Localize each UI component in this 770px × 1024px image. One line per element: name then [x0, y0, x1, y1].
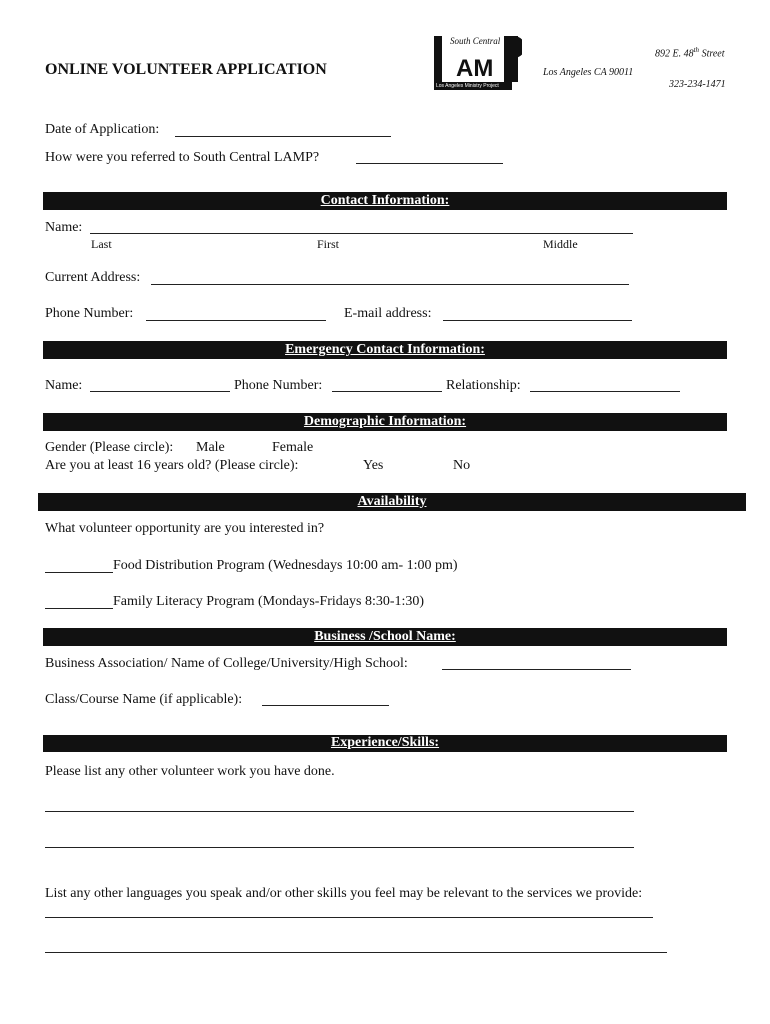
street-word: Street	[699, 48, 725, 60]
emergency-heading-bar	[43, 341, 727, 359]
course-label: Class/Course Name (if applicable):	[45, 692, 243, 707]
languages-label: List any other languages you speak and/or other skills you feel may be relevant to the services we provide:	[45, 886, 643, 901]
logo-top-text: South Central	[450, 36, 501, 46]
emergency-phone-label: Phone Number:	[234, 378, 323, 393]
family-literacy-label: Family Literacy Program (Mondays-Fridays 8:30-1:30)	[113, 594, 425, 609]
experience-heading: Experience/Skills:	[330, 735, 440, 750]
contact-heading-bar	[43, 192, 727, 210]
street-address	[655, 46, 725, 59]
gender-male-option[interactable]: Male	[196, 440, 225, 455]
last-name-caption: Last	[91, 237, 112, 251]
demographic-heading: Demographic Information:	[303, 414, 467, 429]
street-suffix: th	[693, 46, 700, 54]
phone-line: 323-234-1471	[669, 79, 726, 90]
experience-divider	[43, 751, 727, 752]
availability-heading: Availability	[357, 494, 427, 509]
date-field[interactable]	[175, 136, 391, 137]
city-line: Los Angeles CA 90011	[543, 67, 634, 78]
email-label: E-mail address:	[344, 306, 432, 321]
logo-sub-text: Los Angeles Ministry Project	[436, 83, 499, 89]
middle-name-caption: Middle	[543, 237, 578, 251]
volunteer-work-line-2[interactable]	[45, 847, 634, 848]
referral-label: How were you referred to South Central LAMP?	[45, 150, 320, 165]
availability-heading-bar	[38, 493, 746, 511]
business-heading-bar	[43, 628, 727, 646]
date-label: Date of Application:	[45, 122, 160, 137]
contact-name-label: Name:	[45, 220, 83, 235]
relationship-label: Relationship:	[446, 378, 521, 393]
course-field[interactable]	[262, 705, 389, 706]
phone-label: Phone Number:	[45, 306, 134, 321]
age-label: Are you at least 16 years old? (Please circle):	[45, 458, 299, 473]
address-label: Current Address:	[45, 270, 141, 285]
svg-text:AM: AM	[456, 55, 494, 82]
volunteer-work-line-1[interactable]	[45, 811, 634, 812]
phone-field[interactable]	[146, 320, 326, 321]
family-literacy-field[interactable]	[45, 608, 113, 609]
business-heading: Business /School Name:	[314, 629, 456, 644]
first-name-caption: First	[317, 237, 340, 251]
street-number: 892 E. 48	[655, 48, 694, 60]
emergency-phone-field[interactable]	[332, 391, 442, 392]
email-field[interactable]	[443, 320, 632, 321]
emergency-heading: Emergency Contact Information:	[285, 342, 485, 357]
age-yes-option[interactable]: Yes	[363, 458, 384, 473]
business-assoc-field[interactable]	[442, 669, 631, 670]
food-distribution-field[interactable]	[45, 572, 113, 573]
contact-name-field[interactable]	[90, 233, 633, 234]
languages-line-2[interactable]	[45, 952, 667, 953]
experience-heading-bar	[43, 735, 727, 751]
address-field[interactable]	[151, 284, 629, 285]
food-distribution-label: Food Distribution Program (Wednesdays 10:00 am- 1:00 pm)	[113, 558, 458, 573]
emergency-name-label: Name:	[45, 378, 83, 393]
age-no-option[interactable]: No	[453, 458, 471, 473]
contact-heading: Contact Information:	[320, 193, 450, 208]
availability-question: What volunteer opportunity are you interested in?	[45, 521, 325, 536]
business-assoc-label: Business Association/ Name of College/University/High School:	[45, 656, 408, 671]
languages-line-1[interactable]	[45, 917, 653, 918]
demographic-heading-bar	[43, 413, 727, 431]
gender-label: Gender (Please circle):	[45, 440, 174, 455]
referral-field[interactable]	[356, 163, 503, 164]
relationship-field[interactable]	[530, 391, 680, 392]
gender-female-option[interactable]: Female	[272, 440, 314, 455]
lamp-logo	[432, 34, 522, 92]
page-title: ONLINE VOLUNTEER APPLICATION	[45, 61, 327, 78]
volunteer-work-label: Please list any other volunteer work you have done.	[45, 764, 335, 779]
emergency-name-field[interactable]	[90, 391, 230, 392]
